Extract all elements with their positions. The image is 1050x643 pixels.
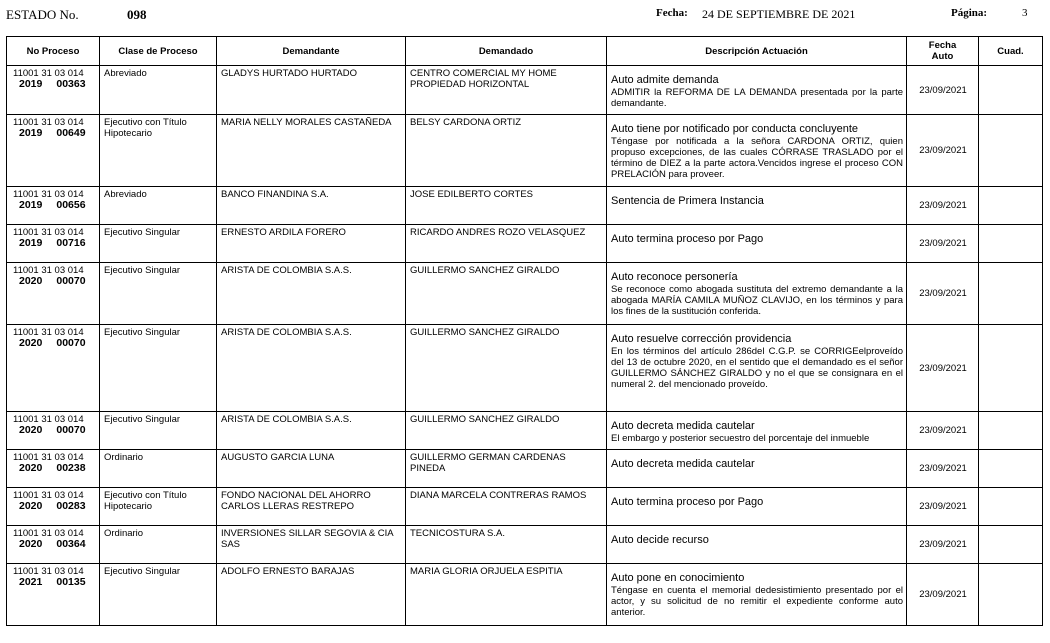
fecha-auto: 23/09/2021 — [907, 263, 979, 325]
proceso-number — [7, 488, 100, 526]
actuacion-title: Auto pone en conocimiento — [611, 572, 745, 584]
fecha-auto: 23/09/2021 — [907, 66, 979, 115]
clase-proceso: Ejecutivo Singular — [100, 225, 217, 263]
document-header — [0, 0, 1050, 34]
fecha-auto: 23/09/2021 — [907, 115, 979, 187]
proceso-radicado: 00283 — [56, 500, 86, 512]
clase-proceso: Ejecutivo con Título Hipotecario — [100, 115, 217, 187]
proceso-year: 2019 — [19, 199, 43, 211]
demandado: BELSY CARDONA ORTIZ — [406, 115, 607, 187]
fecha-label: Fecha: — [656, 7, 688, 19]
proceso-year: 2020 — [19, 337, 43, 349]
actuacion-title: Auto admite demanda — [611, 74, 719, 86]
fecha-auto: 23/09/2021 — [907, 412, 979, 450]
descripcion-actuacion — [607, 526, 907, 564]
descripcion-actuacion — [607, 488, 907, 526]
table-row — [7, 187, 1043, 225]
proceso-year-num — [19, 128, 96, 139]
clase-proceso: Abreviado — [100, 187, 217, 225]
fecha-auto: 23/09/2021 — [907, 325, 979, 412]
clase-proceso: Ejecutivo Singular — [100, 412, 217, 450]
actuaciones-table — [6, 36, 1043, 626]
cuaderno — [979, 187, 1043, 225]
demandado: GUILLERMO SANCHEZ GIRALDO — [406, 412, 607, 450]
proceso-radicado: 00716 — [56, 237, 86, 249]
proceso-code: 11001 31 03 014 — [13, 490, 84, 501]
descripcion-actuacion — [607, 325, 907, 412]
table-row — [7, 564, 1043, 626]
proceso-year: 2019 — [19, 127, 43, 139]
cuaderno — [979, 450, 1043, 488]
demandado: GUILLERMO GERMAN CARDENAS PINEDA — [406, 450, 607, 488]
demandante: BANCO FINANDINA S.A. — [217, 187, 406, 225]
clase-proceso: Abreviado — [100, 66, 217, 115]
cuaderno — [979, 115, 1043, 187]
proceso-year: 2020 — [19, 538, 43, 550]
clase-proceso: Ordinario — [100, 526, 217, 564]
proceso-number — [7, 325, 100, 412]
proceso-code: 11001 31 03 014 — [13, 117, 84, 128]
pagina-label: Página: — [951, 7, 988, 19]
proceso-year: 2020 — [19, 462, 43, 474]
col-header-no-proceso: No Proceso — [7, 37, 100, 66]
col-header-descripcion: Descripción Actuación — [607, 37, 907, 66]
col-header-demandado: Demandado — [406, 37, 607, 66]
proceso-code: 11001 31 03 014 — [13, 452, 84, 463]
proceso-code: 11001 31 03 014 — [13, 68, 84, 79]
table-row — [7, 263, 1043, 325]
proceso-year-num — [19, 276, 96, 287]
proceso-year: 2019 — [19, 78, 43, 90]
cuaderno — [979, 488, 1043, 526]
clase-proceso: Ordinario — [100, 450, 217, 488]
descripcion-actuacion — [607, 564, 907, 626]
table-row — [7, 325, 1043, 412]
proceso-code: 11001 31 03 014 — [13, 265, 84, 276]
cuaderno — [979, 66, 1043, 115]
table-row — [7, 526, 1043, 564]
clase-proceso: Ejecutivo Singular — [100, 325, 217, 412]
proceso-year-num — [19, 577, 96, 588]
col-header-cuad: Cuad. — [979, 37, 1043, 66]
table-row — [7, 66, 1043, 115]
proceso-year-num — [19, 200, 96, 211]
proceso-number — [7, 66, 100, 115]
descripcion-actuacion — [607, 66, 907, 115]
proceso-number — [7, 187, 100, 225]
demandante: ERNESTO ARDILA FORERO — [217, 225, 406, 263]
descripcion-actuacion — [607, 263, 907, 325]
proceso-year: 2020 — [19, 500, 43, 512]
demandante: FONDO NACIONAL DEL AHORRO CARLOS LLERAS RESTREPO — [217, 488, 406, 526]
demandado: TECNICOSTURA S.A. — [406, 526, 607, 564]
demandante: ARISTA DE COLOMBIA S.A.S. — [217, 325, 406, 412]
fecha-auto: 23/09/2021 — [907, 526, 979, 564]
proceso-year: 2020 — [19, 424, 43, 436]
descripcion-actuacion — [607, 187, 907, 225]
table-row — [7, 225, 1043, 263]
proceso-year-num — [19, 463, 96, 474]
table-row — [7, 488, 1043, 526]
estado-label: ESTADO No. — [6, 7, 79, 22]
demandado: RICARDO ANDRES ROZO VELASQUEZ — [406, 225, 607, 263]
col-header-clase: Clase de Proceso — [100, 37, 217, 66]
actuacion-title: Auto resuelve corrección providencia — [611, 333, 792, 345]
demandado: MARIA GLORIA ORJUELA ESPITIA — [406, 564, 607, 626]
cuaderno — [979, 263, 1043, 325]
clase-proceso: Ejecutivo Singular — [100, 564, 217, 626]
descripcion-actuacion — [607, 450, 907, 488]
fecha-auto: 23/09/2021 — [907, 488, 979, 526]
proceso-number — [7, 564, 100, 626]
proceso-number — [7, 225, 100, 263]
proceso-radicado: 00649 — [56, 127, 86, 139]
proceso-number — [7, 412, 100, 450]
table-row — [7, 450, 1043, 488]
proceso-year-num — [19, 238, 96, 249]
proceso-year-num — [19, 425, 96, 436]
actuacion-title: Sentencia de Primera Instancia — [611, 195, 764, 207]
demandado: GUILLERMO SANCHEZ GIRALDO — [406, 325, 607, 412]
actuacion-title: Auto tiene por notificado por conducta concluyente — [611, 123, 859, 135]
actuacion-detail: El embargo y posterior secuestro del porcentaje del inmueble — [611, 433, 870, 444]
demandado: JOSE EDILBERTO CORTES — [406, 187, 607, 225]
estado-number: 098 — [127, 7, 147, 22]
proceso-radicado: 00238 — [56, 462, 86, 474]
proceso-year: 2020 — [19, 275, 43, 287]
fecha-auto: 23/09/2021 — [907, 450, 979, 488]
proceso-code: 11001 31 03 014 — [13, 227, 84, 238]
clase-proceso: Ejecutivo con Título Hipotecario — [100, 488, 217, 526]
actuacion-title: Auto termina proceso por Pago — [611, 496, 764, 508]
fecha-auto-line1: Fecha — [928, 40, 957, 51]
proceso-year-num — [19, 501, 96, 512]
demandante: ARISTA DE COLOMBIA S.A.S. — [217, 263, 406, 325]
cuaderno — [979, 225, 1043, 263]
table-body — [7, 66, 1043, 626]
demandante: ARISTA DE COLOMBIA S.A.S. — [217, 412, 406, 450]
actuacion-title: Auto decide recurso — [611, 534, 709, 546]
fecha-auto: 23/09/2021 — [907, 187, 979, 225]
proceso-radicado: 00656 — [56, 199, 86, 211]
proceso-year-num — [19, 539, 96, 550]
actuacion-detail: ADMITIR la REFORMA DE LA DEMANDA presentada por la parte demandante. — [611, 87, 903, 109]
descripcion-actuacion — [607, 225, 907, 263]
actuacion-detail: En los términos del artículo 286del C.G.P. se CORRIGEelproveído del 13 de octubre 2020, en el sentido que el demandado es el señor GUILLERMO SÁNCHEZ GIRALDO y no el que se consignara en el numeral 2. del mencionado proveído. — [611, 346, 903, 390]
fecha-value: 24 DE SEPTIEMBRE DE 2021 — [702, 7, 856, 21]
col-header-demandante: Demandante — [217, 37, 406, 66]
demandante: INVERSIONES SILLAR SEGOVIA & CIA SAS — [217, 526, 406, 564]
actuacion-title: Auto decreta medida cautelar — [611, 458, 755, 470]
proceso-code: 11001 31 03 014 — [13, 566, 84, 577]
proceso-number — [7, 115, 100, 187]
demandante: ADOLFO ERNESTO BARAJAS — [217, 564, 406, 626]
cuaderno — [979, 325, 1043, 412]
fecha-auto: 23/09/2021 — [907, 225, 979, 263]
demandante: GLADYS HURTADO HURTADO — [217, 66, 406, 115]
demandado: DIANA MARCELA CONTRERAS RAMOS — [406, 488, 607, 526]
actuacion-title: Auto termina proceso por Pago — [611, 233, 764, 245]
proceso-radicado: 00070 — [56, 337, 86, 349]
demandante: AUGUSTO GARCIA LUNA — [217, 450, 406, 488]
demandado: GUILLERMO SANCHEZ GIRALDO — [406, 263, 607, 325]
table-row — [7, 115, 1043, 187]
proceso-radicado: 00363 — [56, 78, 86, 90]
proceso-radicado: 00364 — [56, 538, 86, 550]
cuaderno — [979, 412, 1043, 450]
clase-proceso: Ejecutivo Singular — [100, 263, 217, 325]
pagina-value: 3 — [1022, 7, 1028, 19]
descripcion-actuacion — [607, 115, 907, 187]
proceso-radicado: 00070 — [56, 275, 86, 287]
actuacion-title: Auto reconoce personería — [611, 271, 738, 283]
proceso-year: 2019 — [19, 237, 43, 249]
actuacion-title: Auto decreta medida cautelar — [611, 420, 755, 432]
actuacion-detail: Téngase en cuenta el memorial dedesistimiento presentado por el actor, y su solicitud de no remitir el expediente conforme auto anterior. — [611, 585, 903, 618]
proceso-year: 2021 — [19, 576, 43, 588]
proceso-year-num — [19, 338, 96, 349]
proceso-code: 11001 31 03 014 — [13, 189, 84, 200]
proceso-code: 11001 31 03 014 — [13, 414, 84, 425]
demandante: MARIA NELLY MORALES CASTAÑEDA — [217, 115, 406, 187]
proceso-radicado: 00070 — [56, 424, 86, 436]
actuacion-detail: Téngase por notificada a la señora CARDONA ORTIZ, quien propuso excepciones, de las cuales CÓRRASE TRASLADO por el término de DIEZ a la parte actora.Vencidos ingrese el proceso CON PRELACIÓN para proveer. — [611, 136, 903, 180]
proceso-code: 11001 31 03 014 — [13, 327, 84, 338]
col-header-fecha-auto — [907, 37, 979, 66]
proceso-number — [7, 263, 100, 325]
proceso-year-num — [19, 79, 96, 90]
cuaderno — [979, 526, 1043, 564]
proceso-number — [7, 526, 100, 564]
descripcion-actuacion — [607, 412, 907, 450]
proceso-number — [7, 450, 100, 488]
demandado: CENTRO COMERCIAL MY HOME PROPIEDAD HORIZONTAL — [406, 66, 607, 115]
cuaderno — [979, 564, 1043, 626]
fecha-auto-line2: Auto — [931, 51, 954, 62]
table-header-row — [7, 37, 1043, 66]
proceso-radicado: 00135 — [56, 576, 86, 588]
fecha-auto: 23/09/2021 — [907, 564, 979, 626]
table-row — [7, 412, 1043, 450]
actuacion-detail: Se reconoce como abogada sustituta del extremo demandante a la abogada MARÍA CAMILA MUÑOZ CLAVIJO, en los términos y para los fines de la sustitución conferida. — [611, 284, 903, 317]
proceso-code: 11001 31 03 014 — [13, 528, 84, 539]
